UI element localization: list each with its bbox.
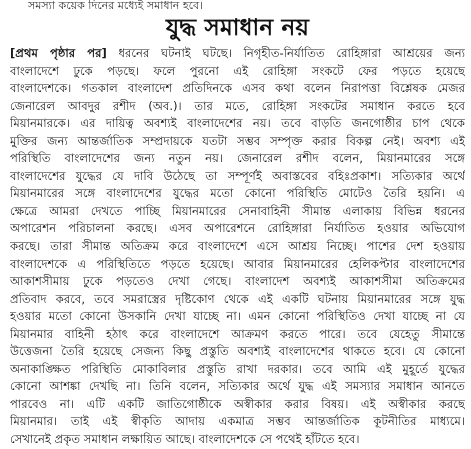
body-line: মুক্তির জন্য আন্তর্জাতিক সম্প্রদায়কে যতটা সম্ভব সম্পৃক্ত করার বিকল্প নেই। অবশ্য এই <box>10 133 465 148</box>
body-line: মিয়ানমারকে। এর দায়িত্ব অবশ্যই বাংলাদেশের নয়। তবে বাড়তি জনগোষ্ঠীর চাপ থেকে <box>10 116 465 131</box>
body-line: বাংলাদেশকে এ পরিস্থিতিতে পড়তে হয়েছে। আবার মিয়ানমারের হেলিকপ্টার বাংলাদেশের <box>10 256 465 271</box>
body-line: উত্তেজনা তৈরি হয়েছে সেজন্য কিছু প্রস্তুতি অবশ্যই বাংলাদেশের থাকতে হবে। যে কোনো <box>10 344 465 359</box>
body-line: অপারেশন পরিচালনা করছে। এসব অপারেশনে রোহিঙ্গারা নির্যাতিত হওয়ার অভিযোগ <box>10 221 465 236</box>
body-line <box>10 45 465 63</box>
body-line: বাংলাদেশে ঢুকে পড়ছে। ফলে পুরনো এই রোহিঙ্গা সংকটে ফের পড়তে হয়েছে <box>10 63 465 78</box>
continuation-kicker: [প্রথম পৃষ্ঠার পর] <box>10 46 107 60</box>
body-line: আকাশসীমায় ঢুকে পড়তেও দেখা গেছে। বাংলাদেশ অবশ্যই আকাশসীমা অতিক্রমের <box>10 274 465 289</box>
body-line: মিয়ানমার বাহিনী হঠাৎ করে বাংলাদেশে আক্রমণ করতে পারে। তবে যেহেতু সীমান্তে <box>10 326 465 341</box>
body-line: অনাকাঙ্ক্ষিত পরিস্থিতি মোকাবিলার প্রস্তুতি রাখা দরকার। তবে আমি এই মুহূর্তে যুদ্ধের <box>10 361 465 376</box>
headline: যুদ্ধ সমাধান নয় <box>165 15 310 41</box>
article-body <box>10 45 465 449</box>
body-line: ক্ষেত্রে আমরা দেখতে পাচ্ছি মিয়ানমারের সেনাবাহিনী সীমান্ত এলাকায় বিভিন্ন ধরনের <box>10 203 465 218</box>
body-line: জেনারেল আবদুর রশীদ (অব.)। তার মতে, রোহিঙ্গা সংকটের সমাধান করতে হবে <box>10 98 465 113</box>
body-line: প্রতিবাদ করবে, তবে সমরাস্ত্রের দৃষ্টিকোণ থেকে এই একটি ঘটনায় মিয়ানমারের সঙ্গে যুদ্ধ <box>10 291 465 306</box>
body-line: পরিস্থিতি বাংলাদেশের জন্য নতুন নয়। জেনারেল রশীদ বলেন, মিয়ানমারের সঙ্গে <box>10 151 465 166</box>
body-line: মিয়ানমার। তাই এই স্বীকৃতি আদায় একমাত্র সম্ভব আন্তর্জাতিক কূটনীতির মাধ্যমে। <box>10 414 465 429</box>
body-line: সেখানেই প্রকৃত সমাধান লক্ষায়িত আছে। বাংলাদেশকে সে পথেই হাঁটতে হবে। <box>10 432 360 447</box>
body-line: বাংলাদেশের যুদ্ধের যে দাবি উঠেছে তা সম্পূর্ণই অবাস্তবের বহিঃপ্রকাশ। সত্যিকার অর্থে <box>10 168 465 183</box>
body-line: মিয়ানমারের সঙ্গে বাংলাদেশের যুদ্ধের মতো কোনো পরিস্থিতি মোটেও তৈরি হয়নি। এ <box>10 186 465 201</box>
body-line: বাংলাদেশকে। গতকাল বাংলাদেশ প্রতিদিনকে এসব কথা বলেন নিরাপত্তা বিশ্লেষক মেজর <box>10 81 465 96</box>
body-line: করছে। তারা সীমান্ত অতিক্রম করে বাংলাদেশে এসে আশ্রয় নিচ্ছে। পাশের দেশ হওয়ায় <box>10 239 465 254</box>
body-line: পারবেও না। এটি একটি জাতিগোষ্ঠীকে অস্বীকার করার বিষয়। এই অস্বীকার করছে <box>10 396 465 411</box>
body-line: কোনো আশঙ্কা দেখছি না। তিনি বলেন, সত্যিকার অর্থে যুদ্ধ এই সমস্যার সমাধান আনতে <box>10 379 465 394</box>
previous-article-tail: সমস্যা কয়েক দিনের মধ্যেই সমাধান হবে। <box>28 0 204 12</box>
body-line: হওয়ার মতো কোনো উসকানি দেখা যাচ্ছে না। এমন কোনো পরিস্থিতিও দেখা যাচ্ছে না যে <box>10 309 465 324</box>
body-line-text: ধরনের ঘটনাই ঘটছে। নিগৃহীত-নির্যাতিত রোহিঙ্গারা আশ্রয়ের জন্য <box>106 46 465 60</box>
